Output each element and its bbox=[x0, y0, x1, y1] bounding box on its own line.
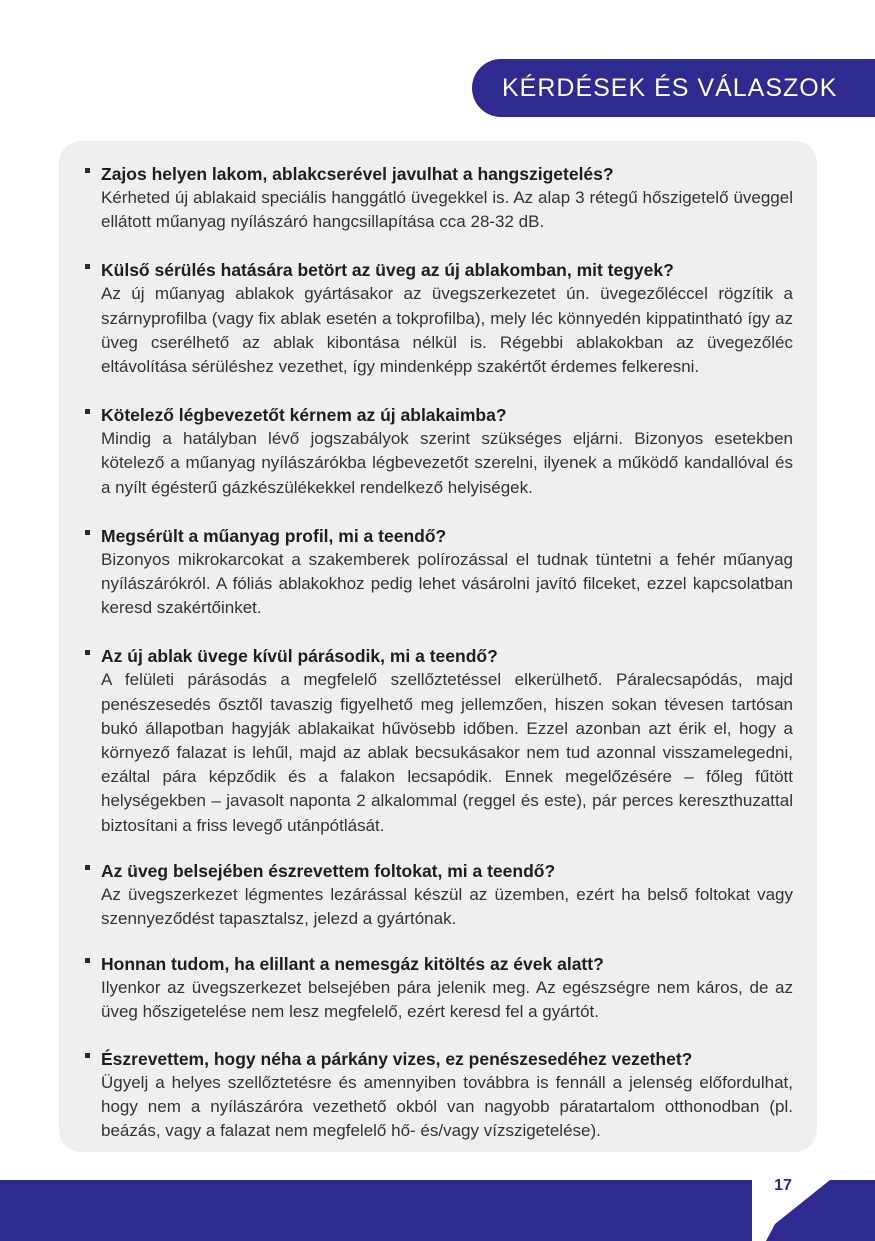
bullet-icon bbox=[85, 650, 90, 655]
bullet-icon bbox=[85, 264, 90, 269]
bullet-icon bbox=[85, 530, 90, 535]
faq-question: Az üveg belsejében észrevettem foltokat, mi a teendő? bbox=[101, 860, 556, 881]
faq-answer: Ügyelj a helyes szellőztetésre és amennyiben továbbra is fennáll a jelenség előfordulhat, hogy nem a nyílászáróra vezethető okból van nagyobb páratartalom otthonodban (pl. beázás, vagy a falazat nem megfelelő hő- és/vagy vízszigetelése). bbox=[101, 1072, 793, 1141]
faq-item bbox=[83, 644, 793, 837]
faq-answer: Mindig a hatályban lévő jogszabályok szerint szükséges eljárni. Bizonyos esetekben kötelező a műanyag nyílászárókba légbevezetőt szerelni, ilyenek a működő kandallóval és a nyílt égésterű gázkészülékekkel rendelkező helyiségek. bbox=[101, 429, 793, 497]
section-header-tab bbox=[472, 59, 875, 117]
footer-band bbox=[0, 1180, 875, 1241]
faq-panel bbox=[59, 141, 817, 1152]
bullet-icon bbox=[85, 409, 90, 414]
bullet-icon bbox=[85, 865, 90, 870]
faq-item bbox=[83, 258, 793, 379]
bullet-icon bbox=[85, 1053, 90, 1058]
page-number: 17 bbox=[774, 1177, 792, 1194]
faq-item bbox=[83, 403, 793, 500]
faq-question: Kötelező légbevezetőt kérnem az új ablakaimba? bbox=[101, 405, 507, 426]
faq-item bbox=[83, 1047, 793, 1144]
faq-item bbox=[83, 859, 793, 931]
faq-question: Megsérült a műanyag profil, mi a teendő? bbox=[101, 525, 447, 546]
faq-item bbox=[83, 524, 793, 621]
faq-answer: Az üvegszerkezet légmentes lezárással készül az üzemben, ezért ha belső foltokat vagy szennyeződést tapasztalsz, jelezd a gyártónak. bbox=[101, 884, 793, 929]
faq-answer: Bizonyos mikrokarcokat a szakemberek polírozással el tudnak tüntetni a fehér műanyag nyílászárókról. A fóliás ablakokhoz pedig lehet vásárolni javító filceket, ezzel kapcsolatban keresd szakértőinket. bbox=[101, 549, 793, 618]
bullet-icon bbox=[85, 958, 90, 963]
faq-item bbox=[83, 162, 793, 234]
section-title: KÉRDÉSEK ÉS VÁLASZOK bbox=[502, 73, 838, 102]
faq-question: Észrevettem, hogy néha a párkány vizes, ez penészesedéhez vezethet? bbox=[101, 1048, 693, 1069]
bullet-icon bbox=[85, 168, 90, 173]
faq-question: Honnan tudom, ha elillant a nemesgáz kitöltés az évek alatt? bbox=[101, 954, 604, 975]
faq-question: Az új ablak üvege kívül párásodik, mi a teendő? bbox=[101, 646, 498, 667]
faq-answer: Az új műanyag ablakok gyártásakor az üvegszerkezetet ún. üvegezőléccel rögzítik a szárnyprofilba (vagy fix ablak esetén a tokprofilba), mely léc könnyedén kippatintható így az üveg cserélhető az ablak kibontása nélkül is. Régebbi ablakokban az üvegezőléc eltávolítása sérüléshez vezethet, így mindenképp szakértőt érdemes felkeresni. bbox=[101, 284, 793, 377]
faq-question: Zajos helyen lakom, ablakcserével javulhat a hangszigetelés? bbox=[101, 164, 614, 184]
faq-answer: Ilyenkor az üvegszerkezet belsejében pára jelenik meg. Az egészségre nem káros, de az üveg hőszigetelése nem lesz megfelelő, ezért keresd fel a gyártót. bbox=[101, 978, 793, 1022]
faq-answer: Kérheted új ablakaid speciális hanggátló üvegekkel is. Az alap 3 rétegű hőszigetelő üveggel ellátott műanyag nyílászáró hangcsillapítása cca 28-32 dB. bbox=[101, 188, 793, 232]
faq-answer: A felületi párásodás a megfelelő szellőztetéssel elkerülhető. Páralecsapódás, majd penészesedés ősztől tavaszig figyelhető meg jellemzően, hiszen sokan tévesen tartósan bukó állapotban hagyják ablakaikat hűvösebb időben. Ezzel azonban azt érik el, hogy a környező falazat is lehűl, majd az ablak becsukásakor nem tud azonnal visszamelegedni, ezáltal pára képződik és a falakon lecsapódik. Ennek megelőzésére – főleg fűtött helységekben – javasolt naponta 2 alkalommal (reggel és este), pár perces kereszthuzattal biztosítani a friss levegő utánpótlását. bbox=[101, 670, 793, 835]
faq-item bbox=[83, 952, 793, 1024]
faq-question: Külső sérülés hatására betört az üveg az új ablakomban, mit tegyek? bbox=[101, 260, 674, 281]
faq-list bbox=[83, 162, 793, 1143]
